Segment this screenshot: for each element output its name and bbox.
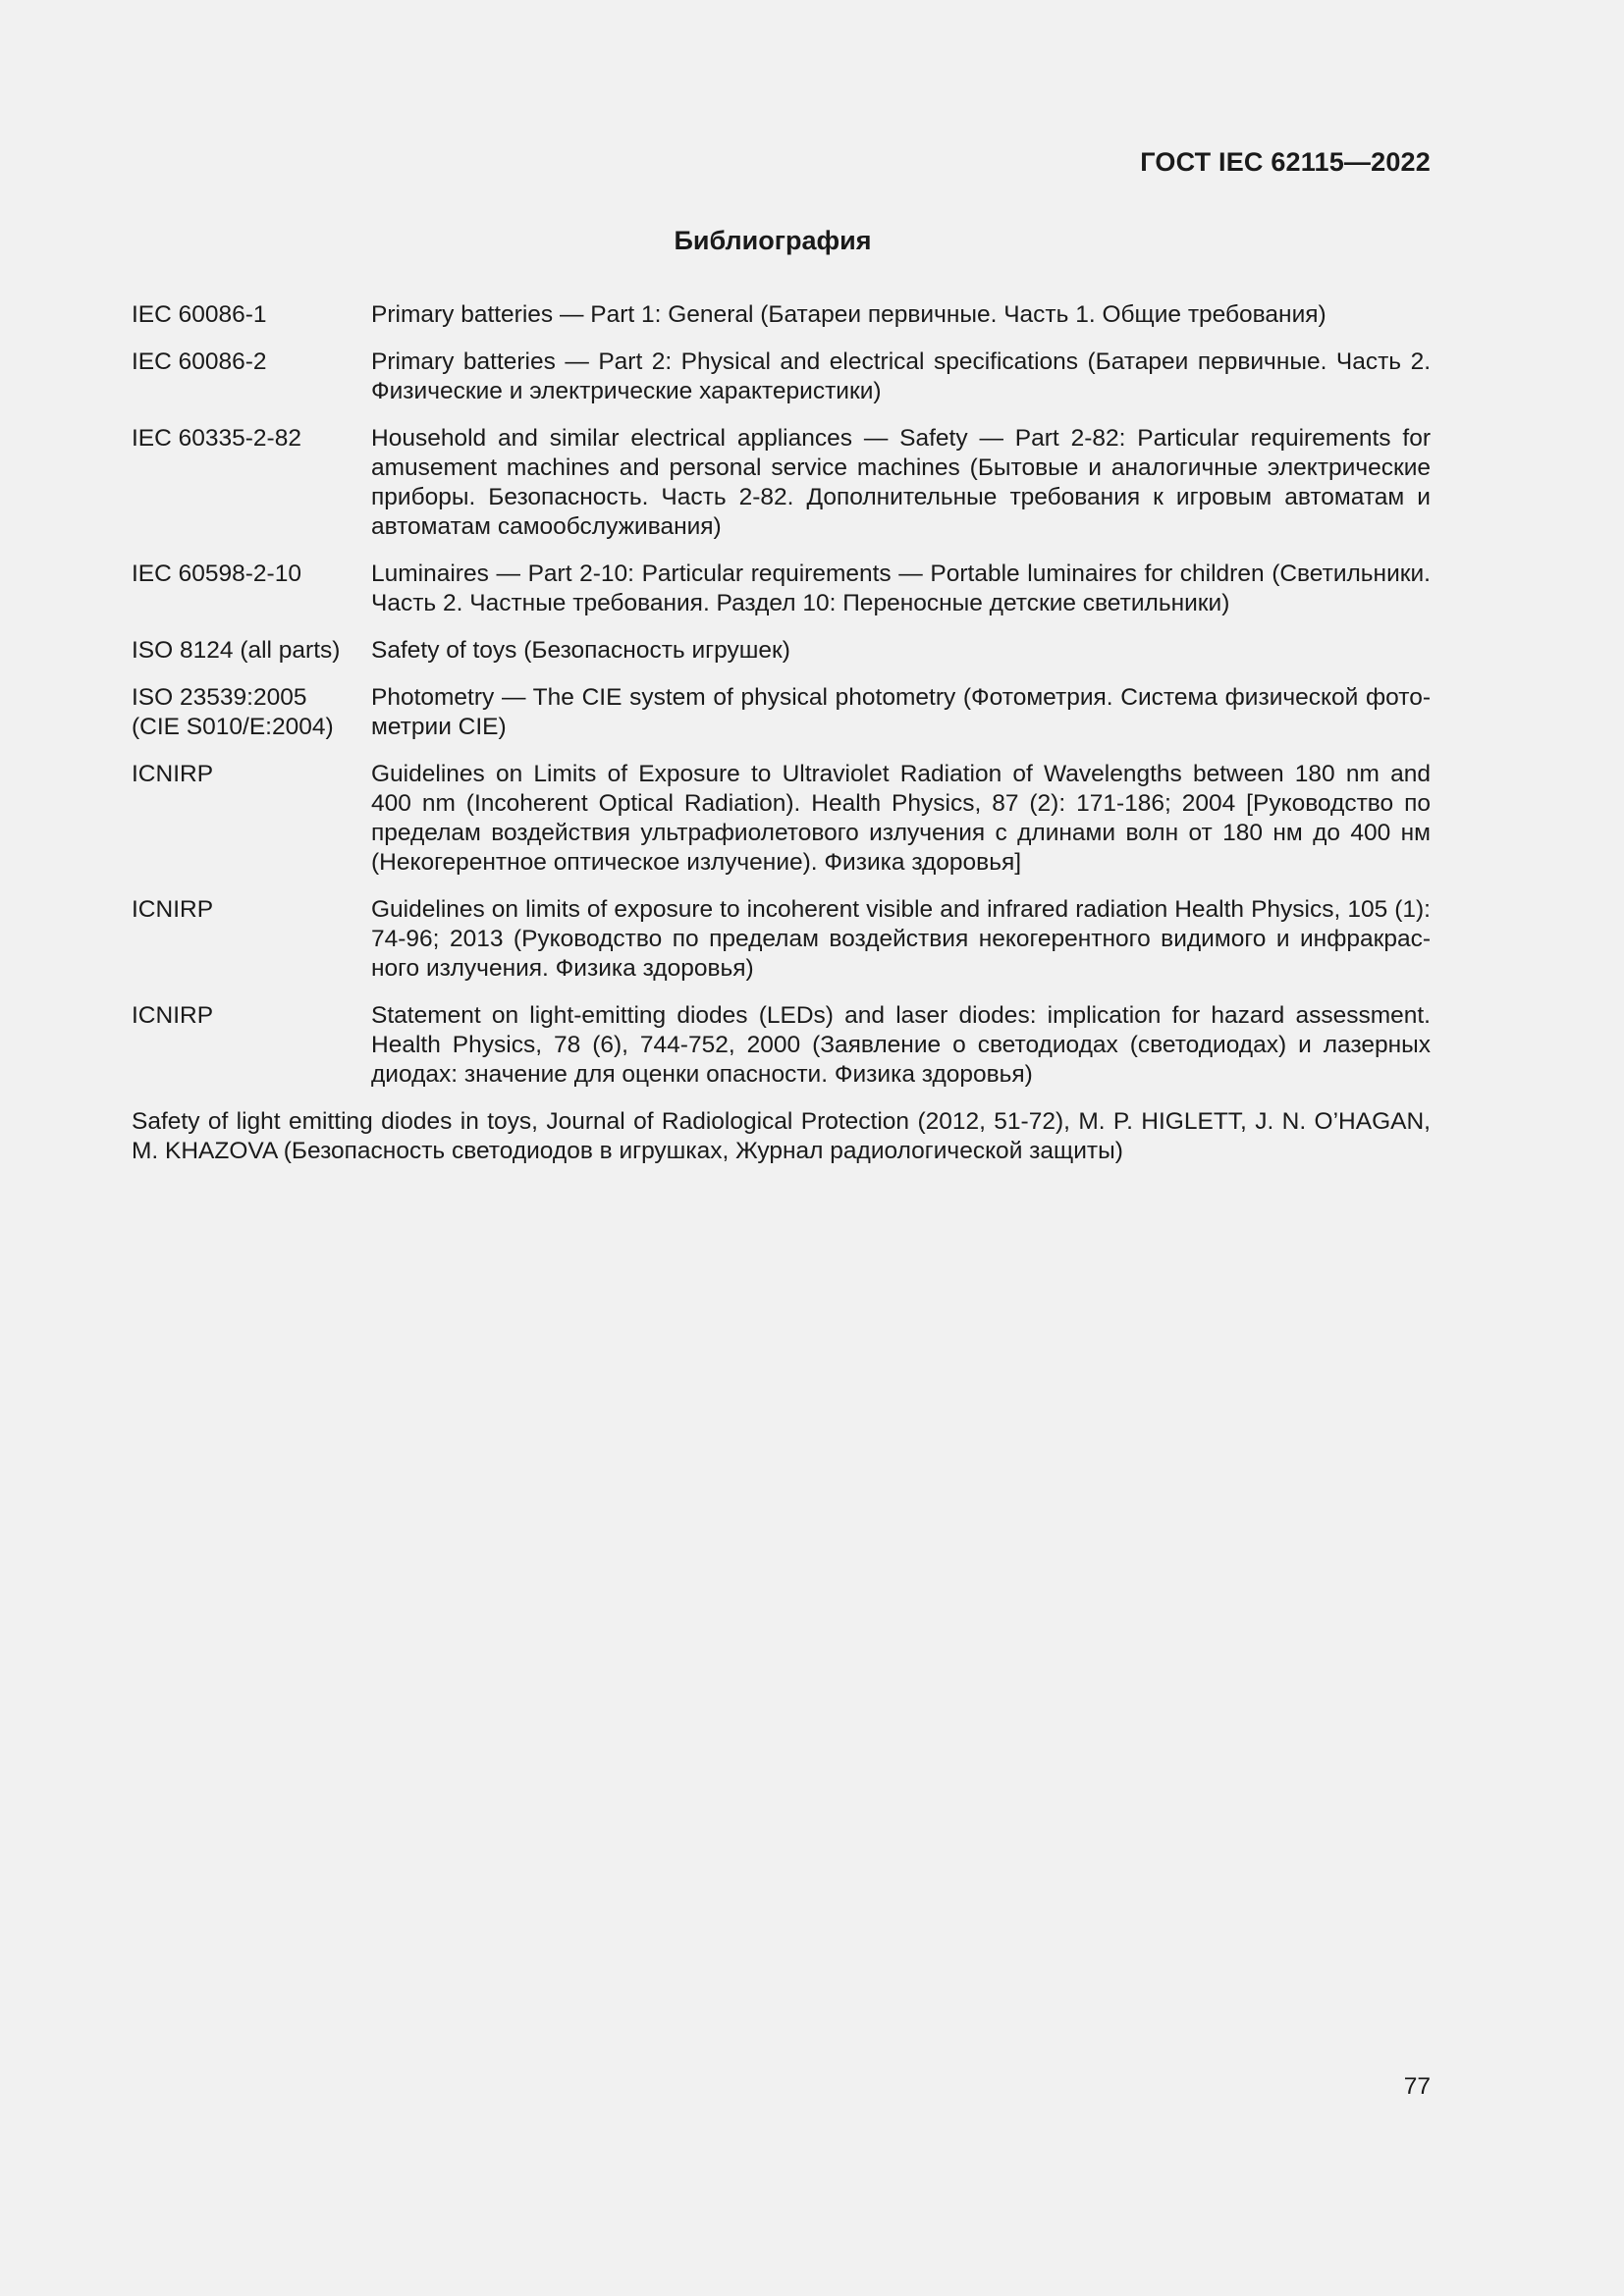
- entry-description: [371, 1001, 1431, 1090]
- reference-line: IEC 60086-2: [132, 348, 267, 375]
- reference-line: ISO 8124 (all parts): [132, 637, 341, 664]
- description-line: ного излучения. Физика здоровья): [371, 955, 754, 982]
- description-line: Guidelines on Limits of Exposure to Ultraviolet Radiation of Wavelengths between 180 nm and: [371, 761, 1431, 787]
- entry-reference: [132, 636, 371, 666]
- bibliography-entry: [132, 300, 1431, 330]
- bibliography-entry: [132, 560, 1431, 618]
- entry-reference: [132, 683, 371, 742]
- description-line: метрии CIE): [371, 714, 507, 740]
- page-number: 77: [1403, 2073, 1431, 2100]
- description-line: Primary batteries — Part 2: Physical and electrical specifications (Батареи первичные. Часть 2.: [371, 348, 1431, 375]
- description-line: автоматам самообслуживания): [371, 513, 722, 540]
- description-line: (Некогерентное оптическое излучение). Физика здоровья]: [371, 849, 1022, 876]
- description-line: Часть 2. Частные требования. Раздел 10: Переносные детские светильники): [371, 590, 1230, 616]
- entry-description: [371, 347, 1431, 406]
- description-line: Household and similar electrical appliances — Safety — Part 2-82: Particular requirements for: [371, 425, 1431, 452]
- bibliography-entry: [132, 895, 1431, 984]
- bibliography-free-entry: [132, 1107, 1431, 1166]
- reference-line: IEC 60598-2-10: [132, 561, 301, 587]
- bibliography-entry: [132, 347, 1431, 406]
- entry-description: [371, 760, 1431, 878]
- entry-description: [371, 683, 1431, 742]
- reference-line: IEC 60086-1: [132, 301, 267, 328]
- description-line: 400 nm (Incoherent Optical Radiation). Health Physics, 87 (2): 171-186; 2004 [Руководство по: [371, 790, 1431, 817]
- entry-reference: [132, 300, 371, 330]
- description-line: Guidelines on limits of exposure to incoherent visible and infrared radiation Health Physics, 105 (1):: [371, 896, 1431, 923]
- entry-reference: [132, 760, 371, 878]
- entry-reference: [132, 424, 371, 542]
- description-line: amusement machines and personal service machines (Бытовые и аналогичные электрические: [371, 454, 1431, 481]
- document-code: ГОСТ IEC 62115—2022: [1140, 147, 1431, 177]
- entry-description: [371, 300, 1431, 330]
- reference-line: ICNIRP: [132, 896, 214, 923]
- reference-line: ICNIRP: [132, 761, 214, 787]
- description-line: Statement on light-emitting diodes (LEDs) and laser diodes: implication for hazard assessment.: [371, 1002, 1431, 1029]
- entry-description: [371, 895, 1431, 984]
- description-line: Safety of light emitting diodes in toys, Journal of Radiological Protection (2012, 51-72), M. P. HIGLETT, J. N. O’HAGAN,: [132, 1108, 1431, 1135]
- description-line: Health Physics, 78 (6), 744-752, 2000 (Заявление о светодиодах (светодиодах) и лазерных: [371, 1032, 1431, 1058]
- description-line: пределам воздействия ультрафиолетового излучения с длинами волн от 180 нм до 400 нм: [371, 820, 1431, 846]
- entry-reference: [132, 347, 371, 406]
- description-line: Safety of toys (Безопасность игрушек): [371, 637, 790, 664]
- description-line: Физические и электрические характеристики): [371, 378, 882, 404]
- entry-reference: [132, 560, 371, 618]
- entry-description: [371, 424, 1431, 542]
- description-line: приборы. Безопасность. Часть 2-82. Дополнительные требования к игровым автоматам и: [371, 484, 1431, 510]
- description-line: Primary batteries — Part 1: General (Батареи первичные. Часть 1. Общие требования): [371, 301, 1326, 328]
- bibliography-entry: [132, 683, 1431, 742]
- reference-line: ISO 23539:2005: [132, 684, 307, 711]
- entry-description: [371, 560, 1431, 618]
- description-line: Luminaires — Part 2-10: Particular requirements — Portable luminaires for children (Светильники.: [371, 561, 1431, 587]
- entry-reference: [132, 895, 371, 984]
- description-line: Photometry — The CIE system of physical photometry (Фотометрия. Система физической фото-: [371, 684, 1431, 711]
- description-line: M. KHAZOVA (Безопасность светодиодов в игрушках, Журнал радиологической защиты): [132, 1138, 1123, 1164]
- entry-reference: [132, 1001, 371, 1090]
- bibliography-entry: [132, 636, 1431, 666]
- bibliography-list: [132, 300, 1431, 1166]
- entry-description: [371, 636, 1431, 666]
- bibliography-entry: [132, 1001, 1431, 1090]
- bibliography-entry: [132, 760, 1431, 878]
- bibliography-entry: [132, 424, 1431, 542]
- description-line: диодах: значение для оценки опасности. Физика здоровья): [371, 1061, 1033, 1088]
- reference-line: (CIE S010/E:2004): [132, 714, 334, 740]
- description-line: 74-96; 2013 (Руководство по пределам воздействия некогерентного видимого и инфракрас-: [371, 926, 1431, 952]
- reference-line: IEC 60335-2-82: [132, 425, 301, 452]
- page-title: Библиография: [674, 226, 872, 255]
- reference-line: ICNIRP: [132, 1002, 214, 1029]
